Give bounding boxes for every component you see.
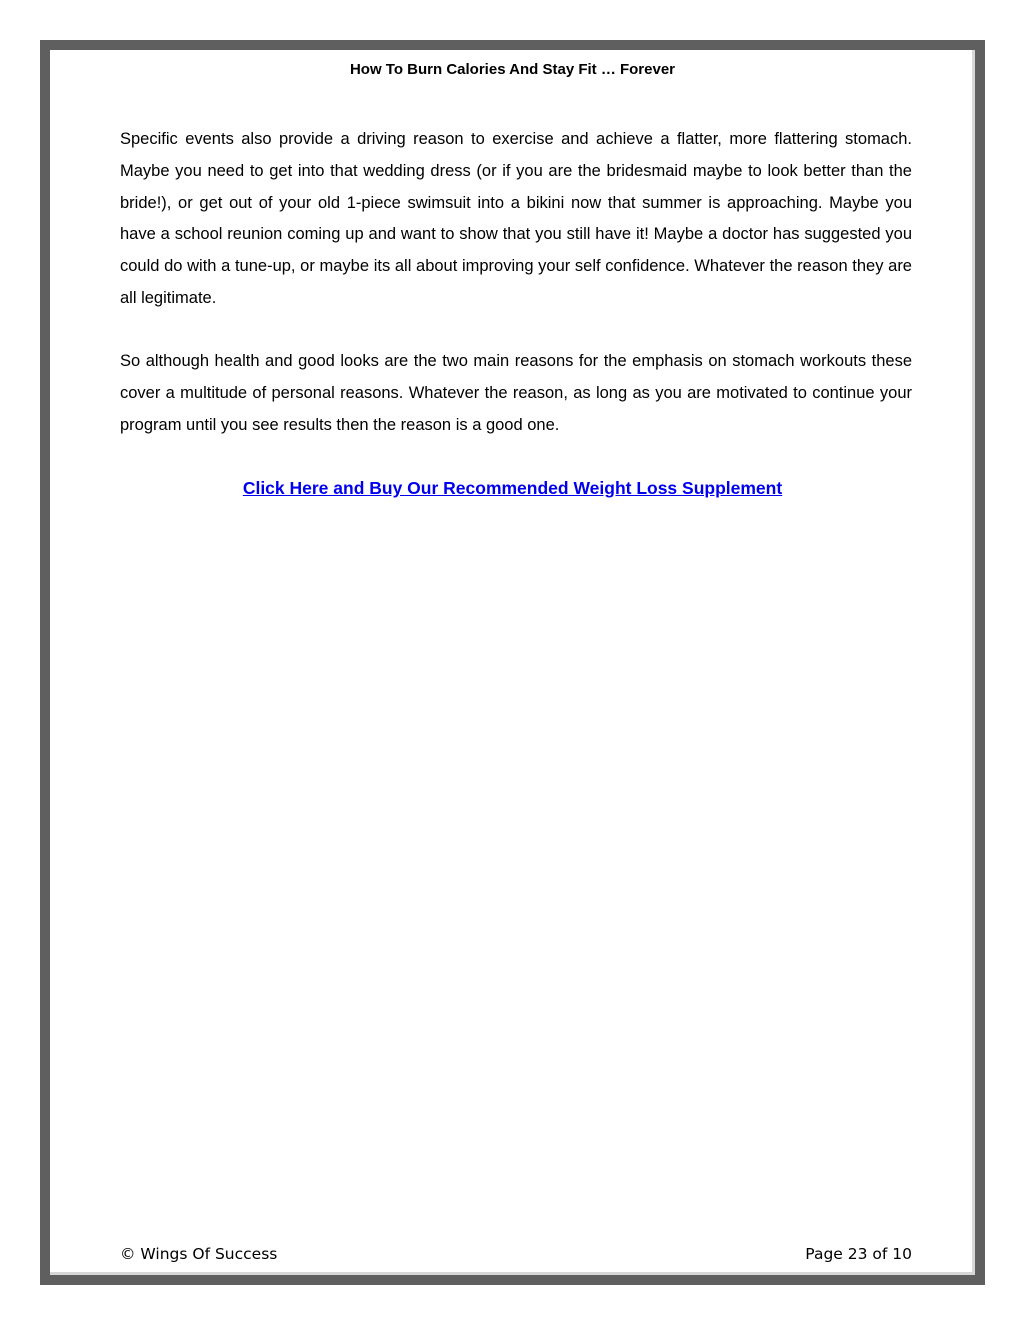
body-paragraph-1: Specific events also provide a driving reason to exercise and achieve a flatter, more flattering stomach. Maybe you need to get into that wedding dress (or if you are the bridesmaid maybe to look better than the bride!), or get out of your old 1-piece swimsuit into a bikini now that summer is approaching. Maybe you have a school reunion coming up and want to show that you still have it! Maybe a doctor has suggested you could do with a tune-up, or maybe its all about improving your self confidence. Whatever the reason they are all legitimate. (120, 130, 912, 307)
copyright-notice: © Wings Of Success (120, 1245, 278, 1263)
page-header-title: How To Burn Calories And Stay Fit … Forever (349, 61, 676, 78)
page-frame (40, 40, 985, 1285)
body-paragraph-2: So although health and good looks are the two main reasons for the emphasis on stomach workouts these cover a multitude of personal reasons. Whatever the reason, as long as you are motivated to continue your program until you see results then the reason is a good one. (120, 352, 912, 434)
buy-supplement-link[interactable]: Click Here and Buy Our Recommended Weight Loss Supplement (242, 478, 783, 498)
page-number: Page 23 of 10 (805, 1245, 912, 1263)
